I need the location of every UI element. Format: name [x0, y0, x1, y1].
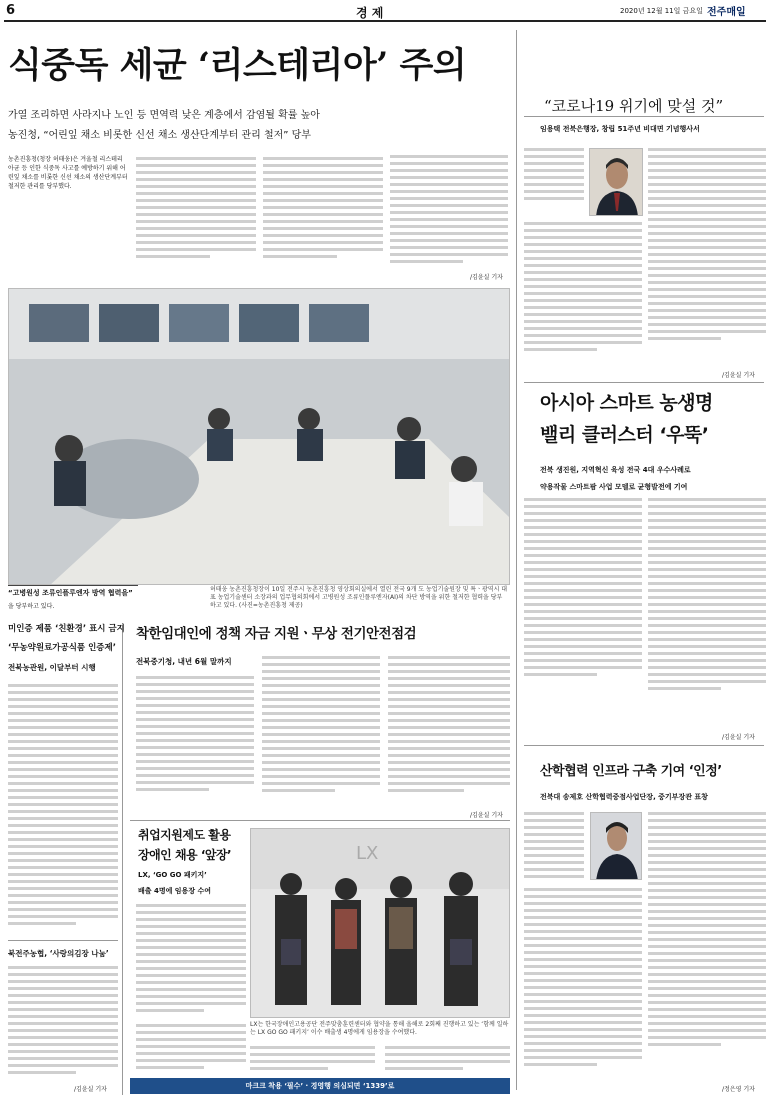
lx-subhead-1: LX, ‘GO GO 패키지’ — [138, 871, 207, 879]
health-ad-banner — [130, 1078, 510, 1094]
coop-body — [8, 966, 118, 1078]
photo-credit: (사진=농촌진흥청 제공) — [238, 602, 303, 609]
industry-byline: /정은영 기자 — [722, 1086, 755, 1093]
interview-byline: /김윤실 기자 — [722, 372, 755, 379]
coop-byline: /김윤실 기자 — [74, 1086, 107, 1093]
main-lead: 농촌진흥청(청장 허태웅)은 겨울철 리스테리아균 등 인한 식중독 사고를 예방하기 위해 어린잎 채소를 비롯한 신선 채소의 생산단계부터 철저한 관리를 당부했다. — [8, 156, 128, 190]
main-byline: /김윤실 기자 — [470, 274, 503, 281]
tenant-bottom-rule — [130, 820, 510, 821]
lx-headline-2: 장애인 채용 ‘앞장’ — [138, 848, 232, 862]
main-body-col2 — [136, 157, 256, 277]
main-body-col3 — [263, 157, 383, 277]
interview-subtitle: 임용택 전북은행장, 창립 51주년 비대면 기념행사서 — [540, 125, 700, 133]
header-rule — [4, 20, 766, 22]
interview-col1 — [524, 148, 584, 208]
lx-group-photo — [250, 828, 510, 1018]
pullquote-cont: 을 당부하고 있다. — [8, 603, 55, 610]
page-number: 6 — [6, 3, 16, 18]
industry-col1b — [524, 888, 642, 1088]
eco-headline-2: ‘무농약원료가공식품 인증제’ — [8, 643, 116, 653]
paper-name: 전주매일 — [707, 7, 746, 18]
pullquote-text: “고병원성 조류인플루엔자 방역 협력을” — [8, 585, 138, 598]
issue-date: 2020년 12월 11일 금요일 — [620, 7, 703, 15]
industry-portrait — [590, 812, 642, 880]
industry-subhead: 전북대 송제호 산학협력중점사업단장, 중기부장관 표창 — [540, 793, 708, 801]
interview-bottom-rule — [524, 382, 764, 383]
right-column-rule — [516, 30, 517, 1090]
asia-subhead-1: 전북 생진원, 지역혁신 육성 전국 4대 우수사례로 — [540, 466, 691, 474]
photo-caption — [210, 586, 508, 610]
meeting-photo — [8, 288, 510, 585]
asia-col1 — [524, 498, 642, 693]
eco-body — [8, 684, 118, 934]
lx-body-bottom-1 — [136, 1024, 246, 1074]
asia-byline: /김윤실 기자 — [722, 734, 755, 741]
section-title: 경 제 — [356, 6, 384, 20]
eco-bottom-rule — [8, 940, 118, 941]
industry-headline: 산학협력 인프라 구축 기여 ‘인정’ — [540, 764, 722, 779]
industry-col1 — [524, 812, 584, 887]
tenant-col3 — [388, 656, 510, 806]
lx-body-left — [136, 904, 246, 1019]
portrait-photo — [589, 148, 643, 216]
tenant-headline: 착한임대인에 정책 자금 지원ㆍ무상 전기안전점검 — [136, 626, 417, 642]
health-ad-text: 마크크 착용 ‘필수’ · 경영행 의심되면 ‘1339’로 — [245, 1082, 395, 1090]
main-headline: 식중독 세균 ‘리스테리아’ 주의 — [8, 45, 467, 86]
left-column-rule — [122, 625, 123, 1095]
pullquote — [8, 585, 138, 610]
tenant-col1 — [136, 676, 254, 806]
lx-caption: LX는 한국장애인고용공단 전주맞춤훈련센터와 협약을 통해 올해로 2회째 진행하고 있는 ‘함께 일하는 LX GO GO 패키지’ 이수 배출생 4명에게 임용장을 수여했다. — [250, 1021, 509, 1036]
asia-col2 — [648, 498, 766, 713]
coop-headline: 북전주농협, ‘사랑의김장 나눔’ — [8, 949, 109, 958]
interview-col2 — [648, 148, 766, 363]
interview-rule — [524, 116, 764, 117]
main-subhead-1: 가열 조리하면 사라지나 노인 등 면역력 낮은 계층에서 감염될 확률 높아 — [8, 110, 320, 121]
eco-subhead: 전북농관원, 이달부터 시행 — [8, 663, 96, 672]
tenant-col2 — [262, 656, 380, 806]
asia-headline-2: 밸리 클러스터 ‘우뚝’ — [540, 424, 709, 446]
asia-bottom-rule — [524, 745, 764, 746]
main-body-col4 — [390, 155, 508, 280]
tenant-byline: /김윤실 기자 — [470, 812, 503, 819]
svg-text:LX: LX — [356, 843, 379, 864]
lx-body-bottom-2 — [250, 1046, 375, 1074]
photo-caption-text: 허태웅 농촌진흥청장이 10일 전주시 농촌진흥청 영상회의실에서 열린 전국 9개 도 농업기술원장 및 특ㆍ광역시 대표 농업기술센터 소장과의 업무협의회에서 고병원성 조류인플루엔자(AI)의 차단 방역을 위한 철저한 협력을 당부하고 있다. — [210, 586, 508, 609]
tenant-subhead: 전북중기청, 내년 6월 말까지 — [136, 657, 232, 666]
industry-col2 — [648, 812, 766, 1080]
interview-title: “코로나19 위기에 맞설 것” — [544, 97, 724, 115]
main-subhead-2: 농진청, “어린잎 채소 비롯한 신선 채소 생산단계부터 관리 철저” 당부 — [8, 130, 311, 141]
interview-col1b — [524, 222, 642, 362]
lx-headline-1: 취업지원제도 활용 — [138, 828, 231, 842]
asia-headline-1: 아시아 스마트 농생명 — [540, 392, 713, 414]
asia-subhead-2: 약용작물 스마트팜 사업 모델로 균형발전에 기여 — [540, 483, 688, 491]
lx-subhead-2: 배출 4명에 임용장 수여 — [138, 887, 212, 895]
lx-body-bottom-3 — [385, 1046, 510, 1074]
eco-headline-1: 미인증 제품 ‘친환경’ 표시 금지 — [8, 624, 125, 634]
